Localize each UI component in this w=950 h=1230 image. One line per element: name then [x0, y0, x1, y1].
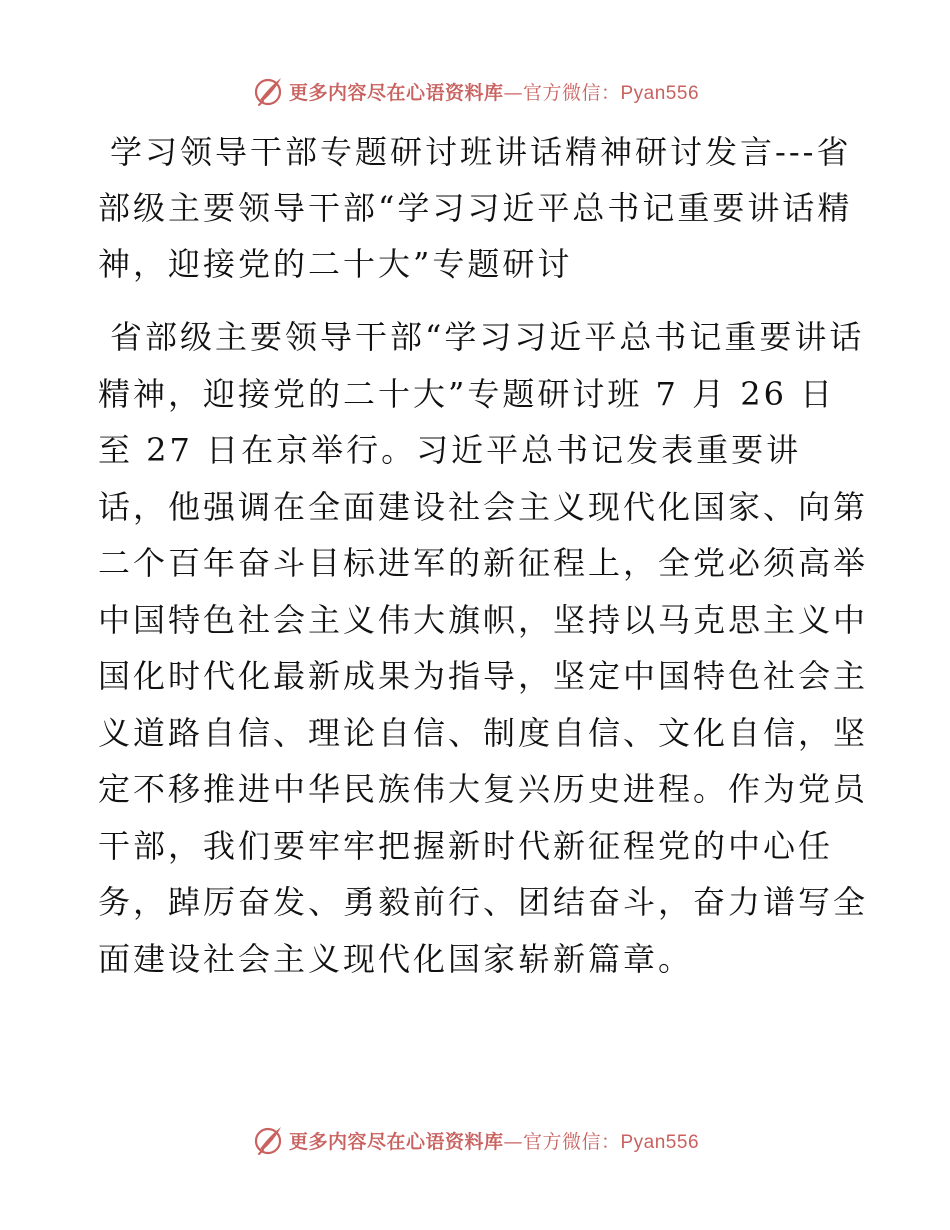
quill-logo-icon — [251, 1123, 285, 1157]
footer-watermark — [0, 1120, 950, 1160]
watermark-text — [289, 78, 699, 105]
watermark-official: 官方微信： — [522, 1130, 621, 1153]
watermark-wechat-id: Pyan556 — [620, 82, 700, 104]
watermark-dash: — — [503, 81, 523, 104]
watermark-text — [289, 1127, 699, 1154]
watermark-wechat-id: Pyan556 — [620, 1131, 700, 1153]
watermark-brand: 更多内容尽在心语资料库 — [288, 1130, 504, 1153]
body-paragraph: 省部级主要领导干部“学习习近平总书记重要讲话精神，迎接党的二十大”专题研讨班 7 月 26 日至 27 日在京举行。习近平总书记发表重要讲话，他强调在全面建设社会主义现代化国家、向第二个百年奋斗目标进军的新征程上，全党必须高举中国特色社会主义伟大旗帜，坚持以马克思主义中国化时代化最新成果为指导，坚定中国特色社会主义道路自信、理论自信、制度自信、文化自信，坚定不移推进中华民族伟大复兴历史进程。作为党员干部，我们要牢牢把握新时代新征程党的中心任务，踔厉奋发、勇毅前行、团结奋斗，奋力谱写全面建设社会主义现代化国家崭新篇章。 — [98, 318, 869, 978]
watermark-dash: — — [503, 1130, 523, 1153]
document-title: 学习领导干部专题研讨班讲话精神研讨发言---省部级主要领导干部“学习习近平总书记重要讲话精神，迎接党的二十大”专题研讨 — [98, 133, 853, 283]
quill-logo-icon — [251, 74, 285, 108]
header-watermark — [0, 71, 950, 111]
watermark-brand: 更多内容尽在心语资料库 — [288, 81, 504, 104]
watermark-official: 官方微信： — [522, 81, 621, 104]
